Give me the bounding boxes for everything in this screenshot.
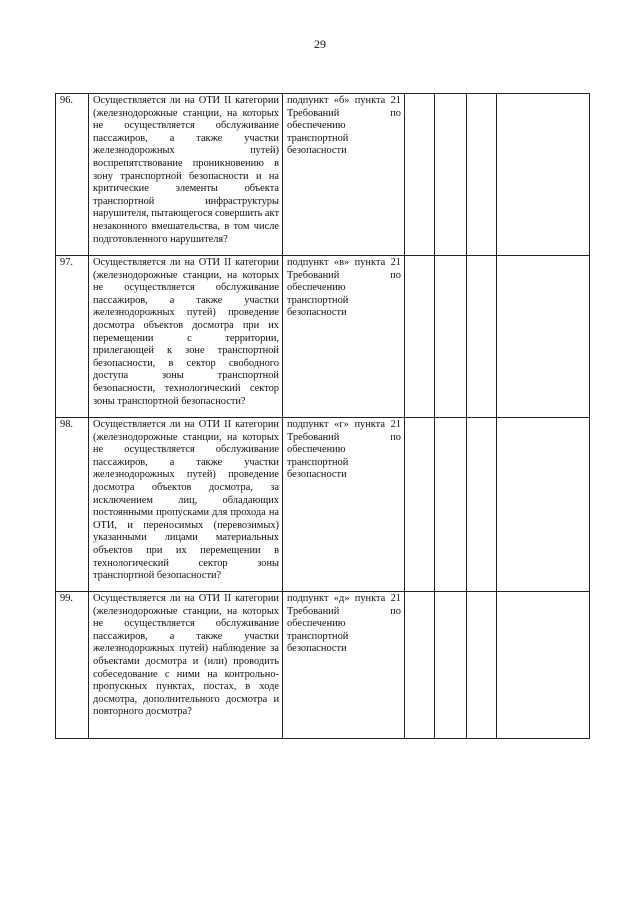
answer-cell-yes[interactable]: [405, 418, 435, 592]
row-question: Осуществляется ли на ОТИ II категории (железнодорожные станции, на которых не осуществляется обслуживание пассажиров, а также участки железнодорожных путей) воспрепятствование проникновению в зону транспортной безопасности и на критические элементы объекта транспортной инфраструктуры нарушителя, пытающегося совершить акт незаконного вмешательства, в том числе подготовленного нарушителя?: [89, 94, 283, 256]
row-reference: подпункт «г» пункта 21 Требований по обеспечению транспортной безопасности: [283, 418, 405, 592]
row-number: 98.: [56, 418, 89, 592]
table-row: [56, 256, 590, 418]
page-number: 29: [314, 37, 326, 51]
row-question: Осуществляется ли на ОТИ II категории (железнодорожные станции, на которых не осуществляется обслуживание пассажиров, а также участки железнодорожных путей) проведение досмотра объектов досмотра, за исключением лиц, обладающих постоянными пропусками для прохода на ОТИ, и переносимых (перевозимых) указанными лицами материальных объектов при их перемещении в технологический сектор зоны транспортной безопасности?: [89, 418, 283, 592]
answer-cell-na[interactable]: [467, 256, 497, 418]
notes-cell[interactable]: [497, 592, 590, 739]
row-question: Осуществляется ли на ОТИ II категории (железнодорожные станции, на которых не осуществляется обслуживание пассажиров, а также участки железнодорожных путей) проведение досмотра объектов досмотра при их перемещении с территории, прилегающей к зоне транспортной безопасности, в сектор свободного доступа зоны транспортной безопасности, технологический сектор зоны транспортной безопасности?: [89, 256, 283, 418]
table-row: [56, 94, 590, 256]
notes-cell[interactable]: [497, 418, 590, 592]
notes-cell[interactable]: [497, 94, 590, 256]
answer-cell-no[interactable]: [435, 418, 467, 592]
answer-cell-yes[interactable]: [405, 592, 435, 739]
notes-cell[interactable]: [497, 256, 590, 418]
checklist-table: [55, 93, 590, 739]
answer-cell-yes[interactable]: [405, 94, 435, 256]
answer-cell-na[interactable]: [467, 592, 497, 739]
row-number: 97.: [56, 256, 89, 418]
answer-cell-na[interactable]: [467, 418, 497, 592]
row-reference: подпункт «д» пункта 21 Требований по обеспечению транспортной безопасности: [283, 592, 405, 739]
row-reference: подпункт «в» пункта 21 Требований по обеспечению транспортной безопасности: [283, 256, 405, 418]
row-question: Осуществляется ли на ОТИ II категории (железнодорожные станции, на которых не осуществляется обслуживание пассажиров, а также участки железнодорожных путей) наблюдение за объектами досмотра и (или) проводить собеседование с ними на контрольно-пропускных пунктах, постах, в ходе досмотра, дополнительного досмотра и повторного досмотра?: [89, 592, 283, 739]
answer-cell-no[interactable]: [435, 94, 467, 256]
answer-cell-no[interactable]: [435, 592, 467, 739]
answer-cell-yes[interactable]: [405, 256, 435, 418]
answer-cell-no[interactable]: [435, 256, 467, 418]
table-row: [56, 592, 590, 739]
table-row: [56, 418, 590, 592]
row-number: 96.: [56, 94, 89, 256]
answer-cell-na[interactable]: [467, 94, 497, 256]
row-number: 99.: [56, 592, 89, 739]
row-reference: подпункт «б» пункта 21 Требований по обеспечению транспортной безопасности: [283, 94, 405, 256]
